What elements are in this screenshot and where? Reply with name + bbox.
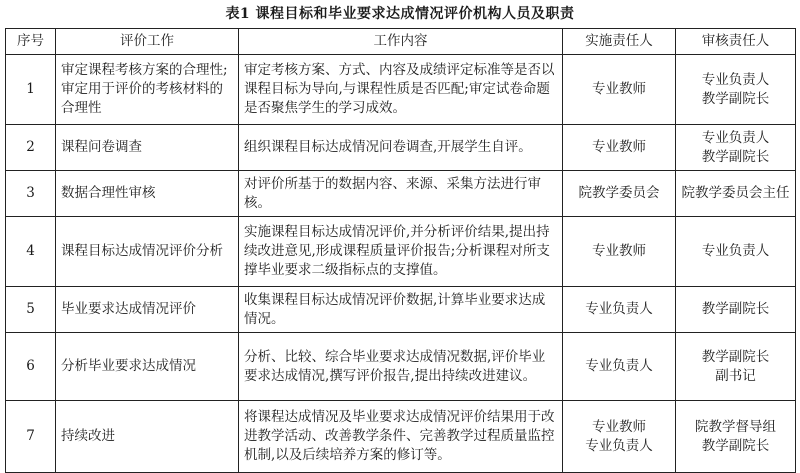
table-row xyxy=(6,333,796,401)
responsibility-table xyxy=(5,28,796,473)
row-implementer xyxy=(563,333,676,401)
table-row xyxy=(6,55,796,125)
row-implementer xyxy=(563,55,676,125)
row-task: 持续改进 xyxy=(56,401,239,473)
implementer-name: 专业教师 xyxy=(592,81,646,97)
row-reviewer xyxy=(676,55,796,125)
implementer-name: 院教学委员会 xyxy=(578,185,660,201)
header-task: 评价工作 xyxy=(56,29,239,55)
reviewer-name: 院教学督导组 xyxy=(695,418,776,435)
row-content: 实施课程目标达成情况评价,并分析评价结果,提出持续改进意见,形成课程质量评价报告;分析课程对所支撑毕业要求二级指标点的支撑值。 xyxy=(239,217,563,287)
row-reviewer xyxy=(676,401,796,473)
row-reviewer xyxy=(676,333,796,401)
row-content: 组织课程目标达成情况问卷调查,开展学生自评。 xyxy=(239,125,563,171)
row-task: 毕业要求达成情况评价 xyxy=(56,287,239,333)
implementer-name: 专业负责人 xyxy=(585,358,653,374)
row-implementer xyxy=(563,171,676,217)
implementer-name: 专业负责人 xyxy=(585,437,653,454)
implementer-name: 专业教师 xyxy=(592,243,646,259)
reviewer-name: 教学副院长 xyxy=(701,437,770,454)
reviewer-name: 教学副院长 xyxy=(701,148,770,165)
header-no: 序号 xyxy=(6,29,56,55)
row-number: 1 xyxy=(6,55,56,125)
row-number: 5 xyxy=(6,287,56,333)
implementer-name: 专业负责人 xyxy=(585,301,653,317)
reviewer-name: 专业负责人 xyxy=(701,243,770,259)
reviewer-name: 副书记 xyxy=(715,367,756,384)
row-content: 将课程达成情况及毕业要求达成情况评价结果用于改进教学活动、改善教学条件、完善教学过程质量监控机制,以及后续培养方案的修订等。 xyxy=(239,401,563,473)
reviewer-name: 教学副院长 xyxy=(701,301,770,317)
table-row xyxy=(6,401,796,473)
row-number: 4 xyxy=(6,217,56,287)
table-row xyxy=(6,125,796,171)
header-content: 工作内容 xyxy=(239,29,563,55)
table-row xyxy=(6,217,796,287)
row-implementer xyxy=(563,125,676,171)
row-task: 课程目标达成情况评价分析 xyxy=(56,217,239,287)
row-content: 分析、比较、综合毕业要求达成情况数据,评价毕业要求达成情况,撰写评价报告,提出持续改进建议。 xyxy=(239,333,563,401)
table-title: 表1 课程目标和毕业要求达成情况评价机构人员及职责 xyxy=(225,6,575,22)
row-implementer xyxy=(563,287,676,333)
row-reviewer xyxy=(676,287,796,333)
table-row xyxy=(6,171,796,217)
row-number: 3 xyxy=(6,171,56,217)
reviewer-name: 专业负责人 xyxy=(701,71,770,88)
reviewer-name: 院教学委员会主任 xyxy=(681,185,790,201)
header-implementer: 实施责任人 xyxy=(563,29,676,55)
row-content: 对评价所基于的数据内容、来源、采集方法进行审核。 xyxy=(239,171,563,217)
table-row xyxy=(6,287,796,333)
implementer-name: 专业教师 xyxy=(592,418,646,435)
row-implementer xyxy=(563,217,676,287)
row-content: 审定考核方案、方式、内容及成绩评定标准等是否以课程目标为导向,与课程性质是否匹配;审定试卷命题是否聚焦学生的学习成效。 xyxy=(239,55,563,125)
row-task: 审定课程考核方案的合理性;审定用于评价的考核材料的合理性 xyxy=(56,55,239,125)
row-reviewer xyxy=(676,125,796,171)
table-header-row xyxy=(6,29,796,55)
row-number: 6 xyxy=(6,333,56,401)
header-reviewer: 审核责任人 xyxy=(676,29,796,55)
row-implementer xyxy=(563,401,676,473)
reviewer-name: 专业负责人 xyxy=(701,129,770,146)
row-task: 分析毕业要求达成情况 xyxy=(56,333,239,401)
row-reviewer xyxy=(676,171,796,217)
reviewer-name: 教学副院长 xyxy=(701,348,770,365)
row-reviewer xyxy=(676,217,796,287)
reviewer-name: 教学副院长 xyxy=(701,90,770,107)
row-number: 7 xyxy=(6,401,56,473)
row-number: 2 xyxy=(6,125,56,171)
row-content: 收集课程目标达成情况评价数据,计算毕业要求达成情况。 xyxy=(239,287,563,333)
row-task: 课程问卷调查 xyxy=(56,125,239,171)
row-task: 数据合理性审核 xyxy=(56,171,239,217)
implementer-name: 专业教师 xyxy=(592,139,646,155)
